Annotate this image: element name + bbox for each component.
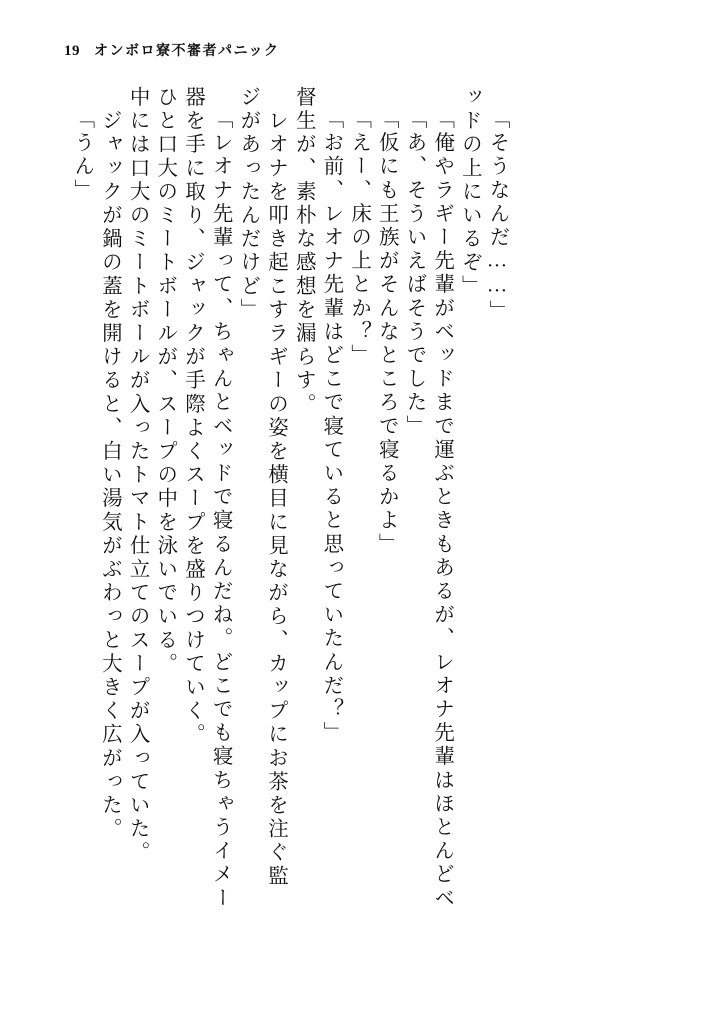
text-line: ッドの上にいるぞ」 xyxy=(458,86,481,299)
running-head xyxy=(64,40,279,60)
text-line: 器を手に取り、ジャックが手際よくスープを盛りつけていく。 xyxy=(181,86,204,747)
text-line: 督生が、素朴な感想を漏らす。 xyxy=(292,86,315,417)
text-line: ひと口大のミートボールが、スープの中を泳いでいる。 xyxy=(153,86,176,676)
text-line: 「仮にも王族がそんなところで寝るかよ」 xyxy=(375,108,398,557)
text-line: 「レオナ先輩って、ちゃんとベッドで寝るんだね。どこでも寝ちゃうイメー xyxy=(209,108,232,911)
text-line: ジャックが鍋の蓋を開けると、白い湯気がぶわっと大きく広がった。 xyxy=(98,86,121,842)
text-line: 「そうなんだ……」 xyxy=(486,108,508,324)
text-line: 「お前、レオナ先輩はどこで寝ていると思っていたんだ？」 xyxy=(319,108,342,746)
text-line: 中には口大のミートボールが入ったトマト仕立てのスープが入っていた。 xyxy=(126,86,149,865)
page-number: 19 xyxy=(64,43,80,59)
text-line: レオナを叩き起こすラギーの姿を横目に見ながら、カップにお茶を注ぐ監 xyxy=(264,86,287,889)
vertical-text-body xyxy=(64,86,664,966)
text-line: 「うん」 xyxy=(70,108,93,203)
running-title: オンボロ寮不審者パニック xyxy=(94,44,280,59)
text-line: 「俺やラギー先輩がベッドまで運ぶときもあるが、レオナ先輩はほとんどベ xyxy=(430,108,453,911)
text-line: 「あ、そういえばそうでした」 xyxy=(402,108,425,439)
text-line: ジがあったんだけど」 xyxy=(236,86,259,322)
text-line: 「えー、床の上とか？」 xyxy=(347,108,370,368)
